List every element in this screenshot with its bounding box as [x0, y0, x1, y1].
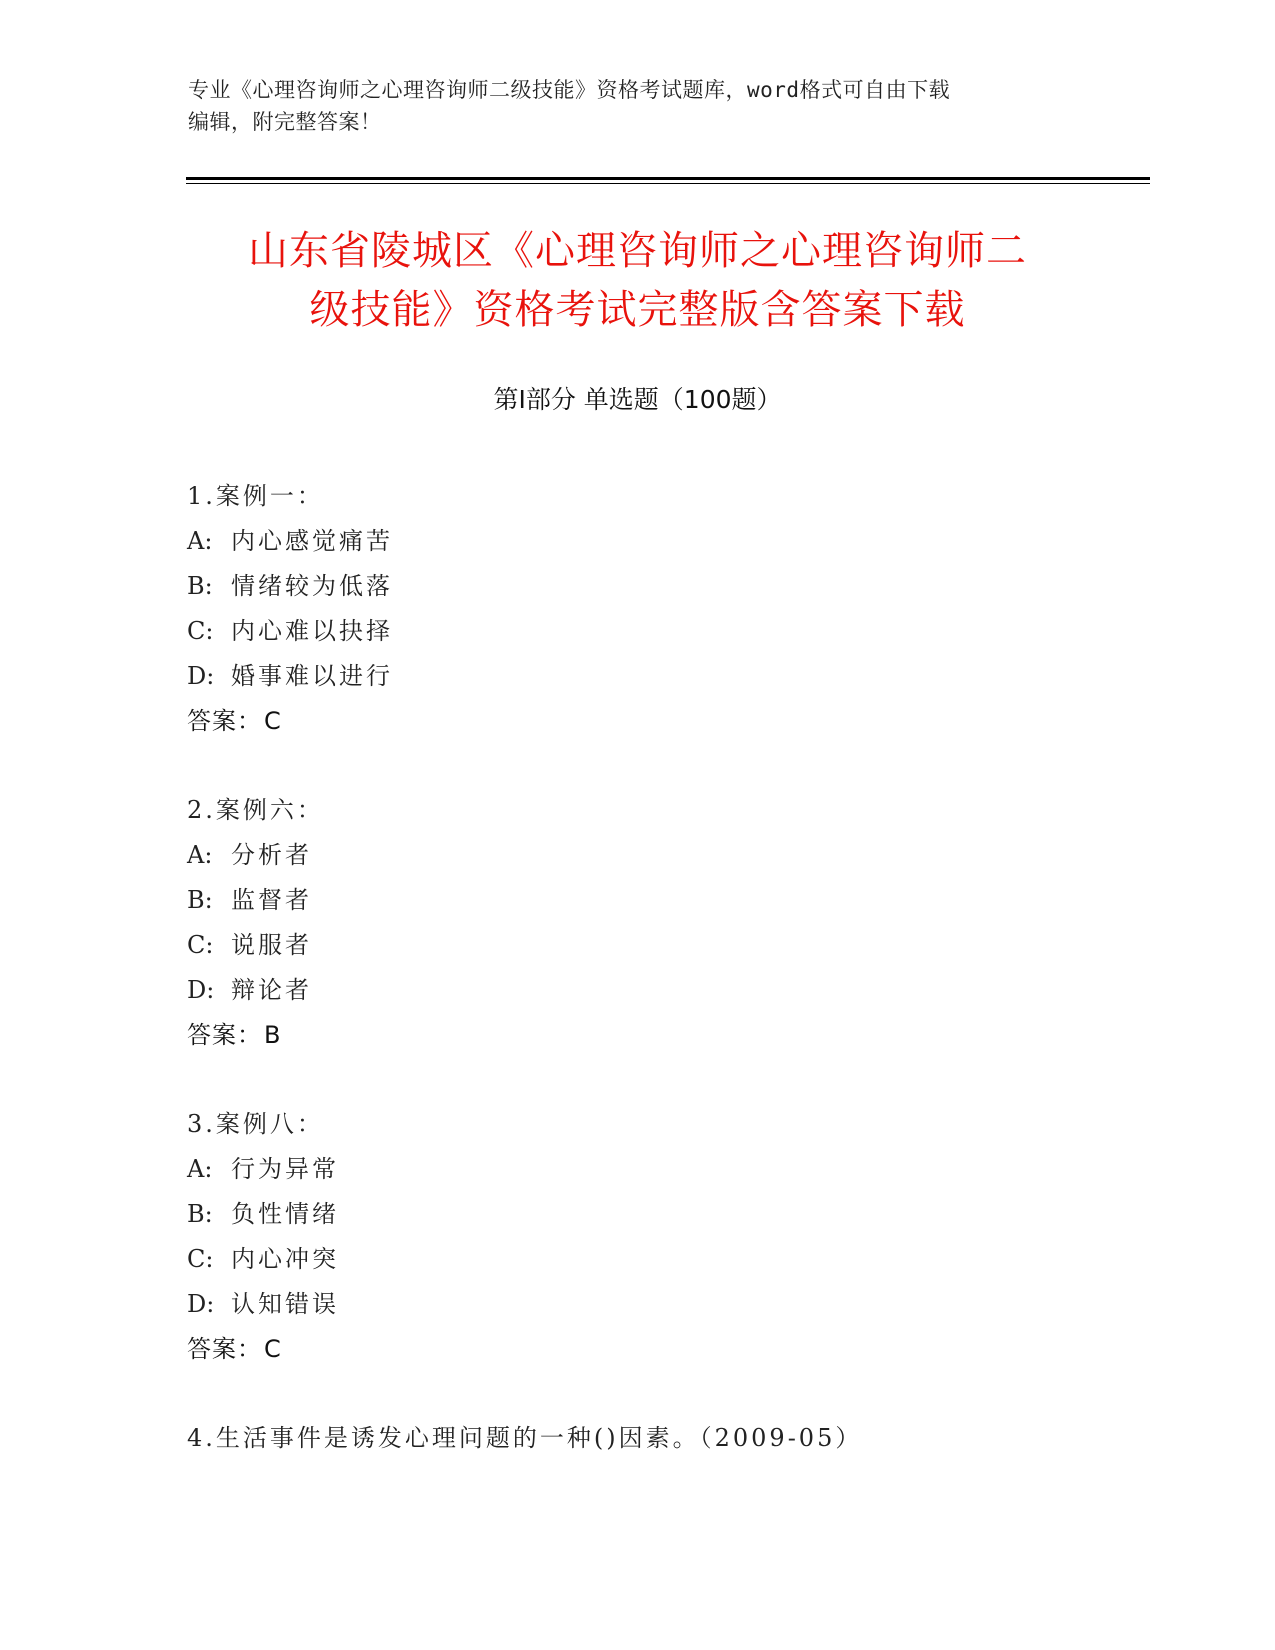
answer: [187, 1013, 1147, 1058]
option-b: [187, 1192, 1147, 1237]
question-3: [187, 1102, 1147, 1372]
option-key: D:: [187, 662, 215, 690]
option-a: [187, 833, 1147, 878]
header-divider-thin: [186, 183, 1150, 184]
option-text: 行为异常: [231, 1155, 339, 1183]
option-text: 辩论者: [231, 976, 312, 1004]
option-key: B:: [187, 886, 213, 914]
answer-value: C: [264, 707, 282, 735]
option-text: 说服者: [231, 931, 312, 959]
option-text: 内心冲突: [231, 1245, 339, 1273]
option-text: 内心感觉痛苦: [231, 527, 393, 555]
option-c: [187, 609, 1147, 654]
option-key: C:: [187, 931, 214, 959]
option-key: A:: [187, 527, 213, 555]
option-text: 情绪较为低落: [231, 572, 393, 600]
question-stem: 1.案例一：: [187, 482, 324, 510]
document-title: [150, 222, 1125, 340]
question-stem: 2.案例六：: [187, 796, 324, 824]
option-a: [187, 519, 1147, 564]
option-d: [187, 654, 1147, 699]
answer-value: C: [264, 1335, 282, 1363]
question-stem: 4.生活事件是诱发心理问题的一种()因素。（2009-05）: [187, 1424, 863, 1452]
option-key: B:: [187, 1200, 213, 1228]
document-title-line-2: 级技能》资格考试完整版含答案下载: [309, 287, 966, 333]
option-key: A:: [187, 1155, 213, 1183]
header-note-line-2: 编辑，附完整答案！: [188, 110, 382, 134]
option-a: [187, 1147, 1147, 1192]
option-c: [187, 1237, 1147, 1282]
answer: [187, 1327, 1147, 1372]
option-b: [187, 564, 1147, 609]
option-d: [187, 1282, 1147, 1327]
header-note-line-1: 专业《心理咨询师之心理咨询师二级技能》资格考试题库，word格式可自由下载: [188, 78, 951, 102]
question-2: [187, 788, 1147, 1058]
option-text: 认知错误: [231, 1290, 339, 1318]
option-text: 分析者: [231, 841, 312, 869]
answer-label: 答案：: [187, 1021, 262, 1049]
option-key: D:: [187, 1290, 215, 1318]
option-c: [187, 923, 1147, 968]
option-text: 内心难以抉择: [231, 617, 393, 645]
header-note: [188, 74, 1068, 138]
option-b: [187, 878, 1147, 923]
answer: [187, 699, 1147, 744]
option-key: B:: [187, 572, 213, 600]
option-key: D:: [187, 976, 215, 1004]
section-title: 第Ⅰ部分 单选题（100题）: [493, 385, 782, 414]
option-d: [187, 968, 1147, 1013]
answer-label: 答案：: [187, 707, 262, 735]
answer-value: B: [264, 1021, 282, 1049]
option-text: 负性情绪: [231, 1200, 339, 1228]
document-title-line-1: 山东省陵城区《心理咨询师之心理咨询师二: [248, 228, 1027, 274]
option-key: C:: [187, 1245, 214, 1273]
question-4: [187, 1416, 1147, 1461]
option-key: C:: [187, 617, 214, 645]
option-text: 监督者: [231, 886, 312, 914]
option-text: 婚事难以进行: [231, 662, 393, 690]
question-list: [187, 474, 1147, 1505]
option-key: A:: [187, 841, 213, 869]
header-divider-thick: [186, 177, 1150, 180]
question-stem: 3.案例八：: [187, 1110, 324, 1138]
question-1: [187, 474, 1147, 744]
answer-label: 答案：: [187, 1335, 262, 1363]
